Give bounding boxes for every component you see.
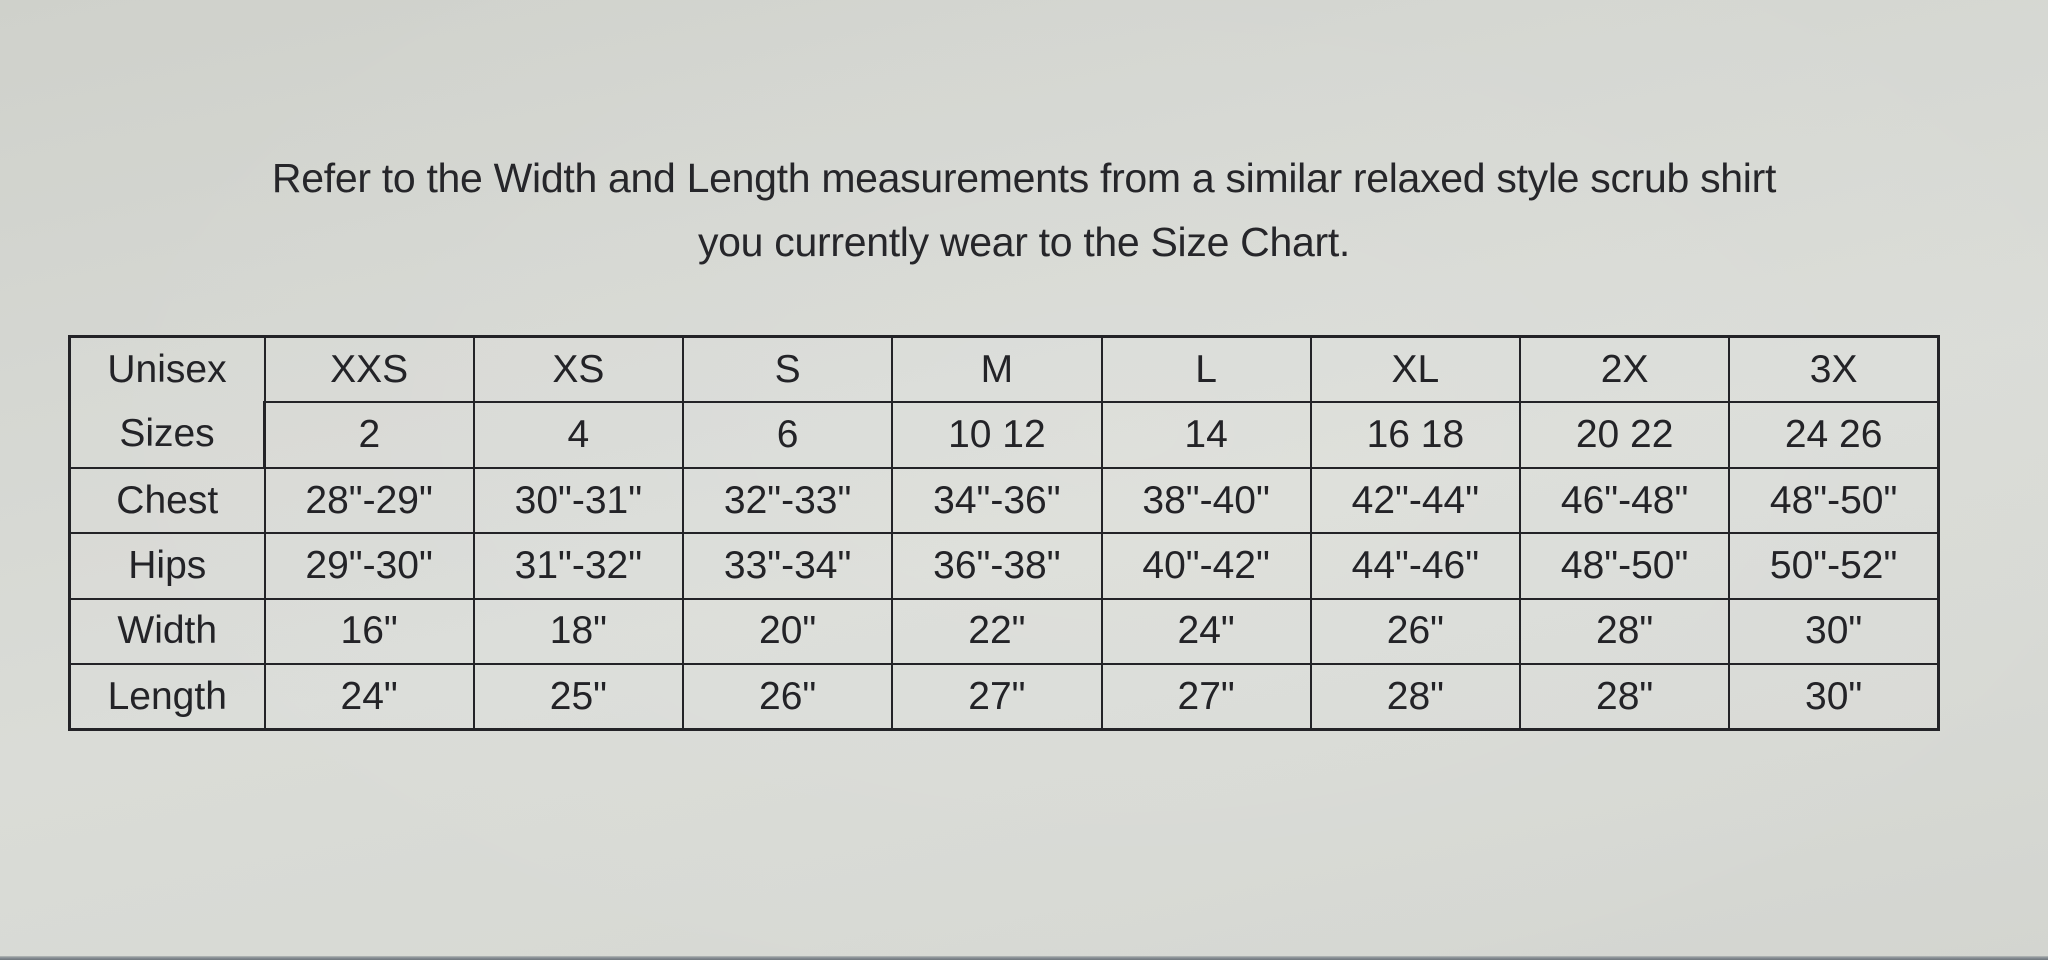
numeric-size-cell: 4 xyxy=(474,402,683,468)
numeric-size-cell: 24 26 xyxy=(1729,402,1938,468)
width-measurement-cell: 28" xyxy=(1520,599,1729,664)
width-measurement-cell: 18" xyxy=(474,599,683,664)
length-measurement-cell: 24" xyxy=(265,664,474,729)
numeric-size-cell: 14 xyxy=(1102,402,1311,468)
instruction-line-2: you currently wear to the Size Chart. xyxy=(697,219,1351,265)
chest-row xyxy=(70,468,1939,533)
length-row xyxy=(70,664,1939,729)
hips-measurement-cell: 31"-32" xyxy=(474,533,683,598)
chest-measurement-cell: 42"-44" xyxy=(1311,468,1520,533)
size-label-m: M xyxy=(892,337,1101,403)
chest-measurement-cell: 46"-48" xyxy=(1520,468,1729,533)
hips-measurement-cell: 48"-50" xyxy=(1520,533,1729,598)
hips-measurement-cell: 29"-30" xyxy=(265,533,474,598)
photo-bottom-edge xyxy=(0,956,2048,960)
chest-measurement-cell: 30"-31" xyxy=(474,468,683,533)
chest-measurement-cell: 38"-40" xyxy=(1102,468,1311,533)
width-measurement-cell: 16" xyxy=(265,599,474,664)
numeric-size-cell: 10 12 xyxy=(892,402,1101,468)
length-measurement-cell: 28" xyxy=(1311,664,1520,729)
size-chart-table xyxy=(68,335,1940,731)
instruction-line-1: Refer to the Width and Length measurements from a similar relaxed style scrub shirt xyxy=(271,155,1777,201)
length-measurement-cell: 26" xyxy=(683,664,892,729)
size-label-xl: XL xyxy=(1311,337,1520,403)
size-label-s: S xyxy=(683,337,892,403)
chest-measurement-cell: 28"-29" xyxy=(265,468,474,533)
hips-measurement-cell: 36"-38" xyxy=(892,533,1101,598)
length-measurement-cell: 28" xyxy=(1520,664,1729,729)
size-label-xxs: XXS xyxy=(265,337,474,403)
width-row xyxy=(70,599,1939,664)
hips-row xyxy=(70,533,1939,598)
hips-measurement-cell: 40"-42" xyxy=(1102,533,1311,598)
size-label-2x: 2X xyxy=(1520,337,1729,403)
length-measurement-cell: 27" xyxy=(1102,664,1311,729)
numeric-size-cell: 16 18 xyxy=(1311,402,1520,468)
width-measurement-cell: 22" xyxy=(892,599,1101,664)
row-label-width: Width xyxy=(70,599,265,664)
corner-header-cell xyxy=(70,337,265,468)
numeric-size-cell: 6 xyxy=(683,402,892,468)
length-measurement-cell: 30" xyxy=(1729,664,1938,729)
chest-measurement-cell: 48"-50" xyxy=(1729,468,1938,533)
width-measurement-cell: 24" xyxy=(1102,599,1311,664)
chest-measurement-cell: 32"-33" xyxy=(683,468,892,533)
chest-measurement-cell: 34"-36" xyxy=(892,468,1101,533)
width-measurement-cell: 20" xyxy=(683,599,892,664)
length-measurement-cell: 25" xyxy=(474,664,683,729)
instruction-text xyxy=(0,146,2048,274)
hips-measurement-cell: 50"-52" xyxy=(1729,533,1938,598)
corner-header-line-2: Sizes xyxy=(119,412,215,456)
size-label-3x: 3X xyxy=(1729,337,1938,403)
numeric-size-cell: 20 22 xyxy=(1520,402,1729,468)
numeric-size-row xyxy=(70,402,1939,468)
numeric-size-cell: 2 xyxy=(265,402,474,468)
hips-measurement-cell: 44"-46" xyxy=(1311,533,1520,598)
width-measurement-cell: 26" xyxy=(1311,599,1520,664)
length-measurement-cell: 27" xyxy=(892,664,1101,729)
row-label-length: Length xyxy=(70,664,265,729)
row-label-chest: Chest xyxy=(70,468,265,533)
row-label-hips: Hips xyxy=(70,533,265,598)
size-label-row xyxy=(70,337,1939,403)
size-label-xs: XS xyxy=(474,337,683,403)
size-label-l: L xyxy=(1102,337,1311,403)
width-measurement-cell: 30" xyxy=(1729,599,1938,664)
corner-header-line-1: Unisex xyxy=(107,348,227,392)
hips-measurement-cell: 33"-34" xyxy=(683,533,892,598)
